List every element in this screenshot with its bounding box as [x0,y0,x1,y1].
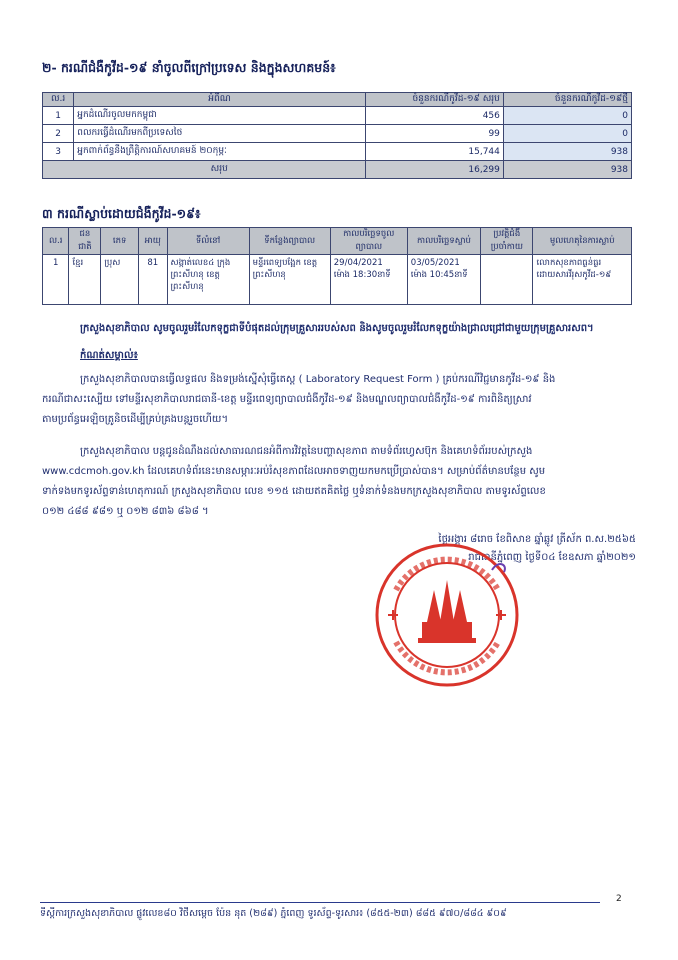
sum-new: 938 [503,161,631,179]
death-history [481,255,533,305]
col-header-no: ល.រ [43,228,69,255]
sum-total: 16,299 [365,161,503,179]
section2-heading: ២- ករណីជំងឺកូវីដ-១៩ នាំចូលពីក្រៅប្រទេស និងក្នុងសហគមន៍៖ [42,60,336,75]
angkor-temple-icon [418,580,476,643]
col-header-total: ចំនួនករណីកូវីដ-១៩ សរុប [365,93,503,107]
row-total: 15,744 [365,143,503,161]
table-header-row [43,228,632,255]
table-sum-row [43,161,632,179]
row-description: ពលករធ្វើដំណើរមកពីប្រទេសថៃ [74,125,365,143]
row-no: 2 [43,125,74,143]
col-header-history: ប្រវត្តិជំងឺ ប្រចាំកាយ [481,228,533,255]
table-row [43,107,632,125]
row-no: 3 [43,143,74,161]
sum-spacer [43,161,74,179]
table-row [43,125,632,143]
deaths-table [42,227,632,305]
row-no: 1 [43,107,74,125]
note-paragraph-1 [80,370,640,390]
death-cause: លោកសុខភាពធ្ងន់ធ្ងរ ដោយសារវីរុសកូវីដ-១៩ [533,255,632,305]
col-header-description: អំពីណ [74,93,365,107]
col-header-cause: មូលហេតុនៃការស្លាប់ [533,228,632,255]
section3-heading: ៣ ករណីស្លាប់ដោយជំងឺកូវីដ-១៩៖ [42,206,201,221]
row-new: 938 [503,143,631,161]
note-line: ក្រសួងសុខាភិបាល បន្តជូនដំណឹងដល់សាធារណជនអំពីការវិវត្តនៃបញ្ហាសុខភាព តាមទំព័រហ្វេសប៊ុក និងគេហទំព័ររបស់ក្រសួង [80,446,533,457]
sum-label: សរុប [74,161,365,179]
col-header-death-date: កាលបរិច្ឆេទស្លាប់ [407,228,480,255]
death-address: សង្កាត់លេខ៤ ក្រុងព្រះសីហនុ ខេត្តព្រះសីហនុ [167,255,249,305]
death-date-cell [407,255,480,305]
col-header-no: ល.រ [43,93,74,107]
death-hospital: មន្ទីរពេទ្យបង្អែក ខេត្តព្រះសីហនុ [249,255,330,305]
note-line: តាមប្រព័ន្ធអេឡិចត្រូនិចដើម្បីគ្រប់គ្រងបន្តរួចហើយ។ [42,414,229,425]
death-age: 81 [139,255,168,305]
table-row [43,143,632,161]
row-description: អ្នកដំណើរចូលមកកម្ពុជា [74,107,365,125]
col-header-admit-date: កាលបរិច្ឆេទចូល ព្យាបាល [330,228,407,255]
table-header-row [43,93,632,107]
note-line: ទាក់ទងមកទូរស័ព្ទទាន់ហេតុការណ៍ ក្រសួងសុខាភិបាល លេខ ១១៥ ដោយឥតគិតថ្លៃ ឬទំនាក់ទំនងមកក្រសួងសុខាភិបាល តាមទូរស័ព្ទលេខ [42,486,546,497]
footer-address: ទីស្តីការក្រសួងសុខាភិបាល ផ្លូវលេខ៨០ វិថីសម្តេច ប៉ែន នុត (២៨៩) ភ្នំពេញ ទូរស័ព្ទ-ទូរសារ៖ (៨៥៥-២៣) ៨៨៥ ៩៧០/៨៨៤ ៩០៩ [40,908,507,919]
official-seal-stamp [372,540,522,690]
death-admit [330,255,407,305]
col-header-hospital: ទីកន្លែងព្យាបាល [249,228,330,255]
col-header-age: អាយុ [139,228,168,255]
note-line: ករណីជាសះស្បើយ ទៅមន្ទីរសុខាភិបាលរាជធានី-ខេត្ត មន្ទីរពេទ្យព្យាបាលជំងឺកូវីដ-១៩ និងមណ្ឌលព្យាបាលជំងឺកូវីដ-១៩ ការពិនិត្យស្រាវ [42,394,532,405]
row-new: 0 [503,125,631,143]
col-header-sex: ភេទ [101,228,139,255]
page-number: 2 [616,894,622,904]
death-no: 1 [43,255,69,305]
col-header-address: ទីលំនៅ [167,228,249,255]
death-nationality: ខ្មែរ [69,255,101,305]
date-solar: រាជធានីភ្នំពេញ ថ្ងៃទី០៤ ខែឧសភា ឆ្នាំ២០២១ [468,552,636,563]
imported-cases-table [42,92,632,179]
col-header-nationality: ជន ជាតិ [69,228,101,255]
note-line: ០១២ ៤៨៨ ៩៨១ ឬ ០១២ ៨៣៦ ៨៦៨ ។ [42,506,209,517]
death-sex: ប្រុស [101,255,139,305]
admit-date: 29/04/2021 [333,258,383,268]
note-title: កំណត់សម្គាល់៖ [80,350,138,361]
row-description: អ្នកពាក់ព័ន្ធនឹងព្រឹត្តិការណ៍សហគមន៍ ២០កុម្ភៈ [74,143,365,161]
footer-divider [40,902,600,903]
col-header-new: ចំនួនករណីកូវីដ-១៩ថ្មី [503,93,631,107]
table-row [43,255,632,305]
condolence-text: ក្រសួងសុខាភិបាល សូមចូលរួមរំលែកទុក្ខជាទីបំផុតដល់ក្រុមគ្រួសាររបស់សព និងសូមចូលរួមរំលែកទុក្ខយ៉ាងជ្រាលជ្រៅជាមួយក្រុមគ្រួសារសព។ [80,323,594,334]
row-new: 0 [503,107,631,125]
death-date: 03/05/2021 [410,258,460,268]
note-line: www.cdcmoh.gov.kh ដែលគេហទំព័រនេះមានសម្ភារៈអប់រំសុខភាពដែលអាចទាញយកមកប្រើប្រាស់បាន។ សម្រាប់ព័ត៌មានបន្ថែម សូម [42,466,546,477]
row-total: 456 [365,107,503,125]
date-lunar: ថ្ងៃអង្គារ ៨រោច ខែពិសាខ ឆ្នាំឆ្លូវ ត្រីស័ក ព.ស.២៥៦៥ [438,534,636,545]
admit-time: ម៉ោង 18:30នាទី [333,270,391,280]
note-line: ក្រសួងសុខាភិបាលបានធ្វើលទ្ធផល និងទម្រង់ស្នើសុំធ្វើតេស្ត ( Laboratory Request Form ) គ្រប់ករណីវិជ្ជមានកូវីដ-១៩ និង [80,374,556,385]
row-total: 99 [365,125,503,143]
death-time: ម៉ោង 10:45នាទី [410,270,468,280]
